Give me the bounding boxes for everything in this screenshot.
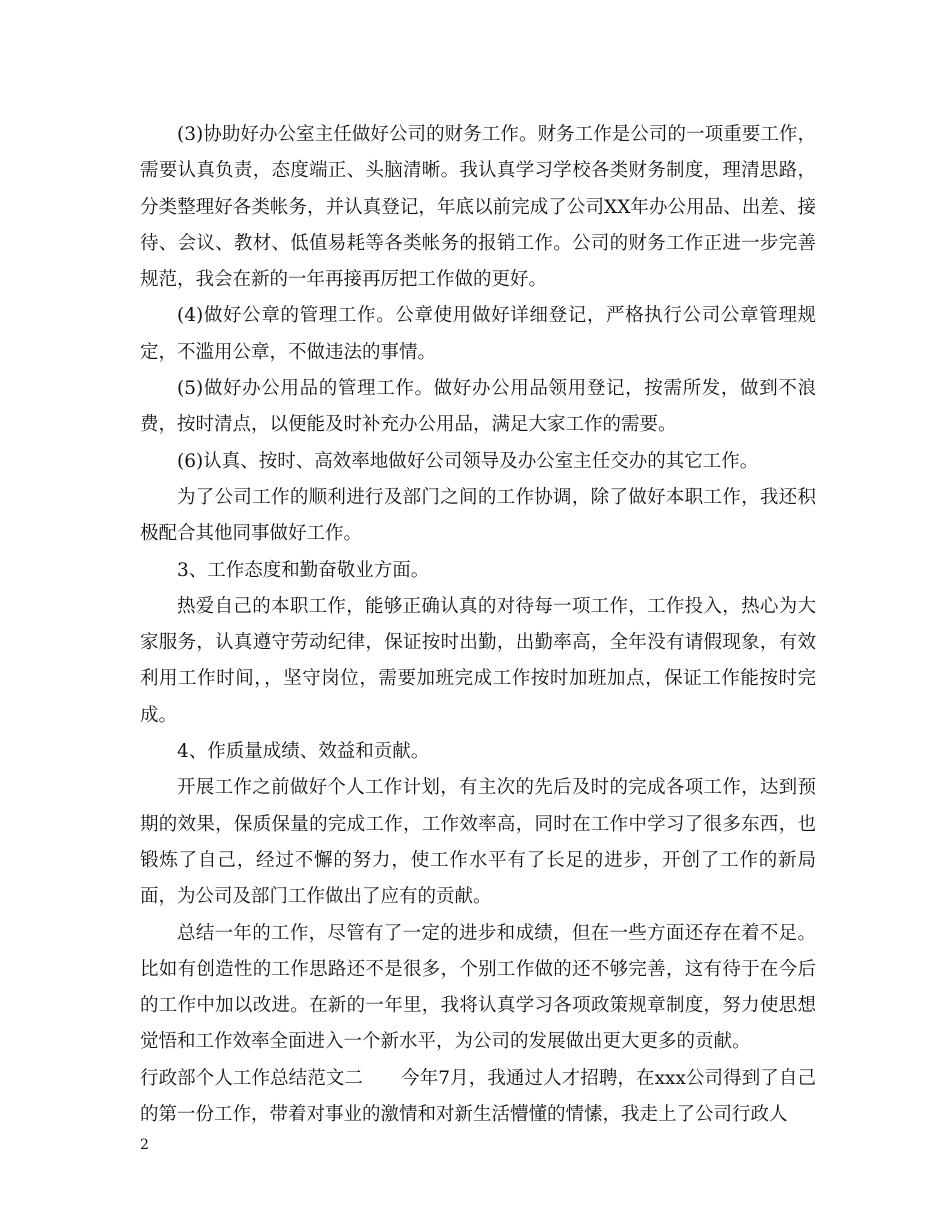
paragraph-finance: (3)协助好办公室主任做好公司的财务工作。财务工作是公司的一项重要工作，需要认真负责，态度端正、头脑清晰。我认真学习学校各类财务制度，理清思路，分类整理好各类帐务，并认真登记，年底以前完成了公司XX年办公用品、出差、接待、会议、教材、低值易耗等各类帐务的报销工作。公司的财务工作正进一步完善规范，我会在新的一年再接再厉把工作做的更好。 [140, 124, 816, 291]
paragraph-quality: 开展工作之前做好个人工作计划，有主次的先后及时的完成各项工作，达到预期的效果，保质保量的完成工作，工作效率高，同时在工作中学习了很多东西，也锻炼了自己，经过不懈的努力，使工作水平有了长足的进步，开创了工作的新局面，为公司及部门工作做出了应有的贡献。 [140, 777, 816, 908]
paragraph-sample-two [140, 1061, 816, 1134]
section-heading-quality: 4、作质量成绩、效益和贡献。 [177, 741, 430, 763]
paragraph-attitude: 热爱自己的本职工作，能够正确认真的对待每一项工作，工作投入，热心为大家服务，认真遵守劳动纪律，保证按时出勤，出勤率高，全年没有请假现象，有效利用工作时间，，坚守岗位，需要加班完成工作按时加班加点，保证工作能按时完成。 [140, 595, 816, 726]
paragraph-seal: (4)做好公章的管理工作。公章使用做好详细登记，严格执行公司公章管理规定，不滥用公章，不做违法的事情。 [140, 305, 816, 363]
paragraph-cooperation: 为了公司工作的顺利进行及部门之间的工作协调，除了做好本职工作，我还积极配合其他同事做好工作。 [140, 486, 816, 545]
section-heading-attitude: 3、工作态度和勤奋敬业方面。 [177, 559, 430, 581]
page-number: 2 [140, 1137, 149, 1153]
sample-two-text: 今年7月，我通过人才招聘，在xxx公司得到了自己的第一份工作，带着对事业的激情和对新生活懵懂的情愫，我走上了公司行政人 [140, 1067, 816, 1126]
paragraph-office-supplies: (5)做好办公用品的管理工作。做好办公用品领用登记，按需所发，做到不浪费，按时清点，以便能及时补充办公用品，满足大家工作的需要。 [140, 378, 816, 436]
sample-two-heading: 行政部个人工作总结范文二 [140, 1067, 364, 1089]
document-body [140, 117, 816, 1133]
paragraph-summary: 总结一年的工作，尽管有了一定的进步和成绩，但在一些方面还存在着不足。比如有创造性的工作思路还不是很多，个别工作做的还不够完善，这有待于在今后的工作中加以改进。在新的一年里，我将认真学习各项政策规章制度，努力使思想觉悟和工作效率全面进入一个新水平，为公司的发展做出更大更多的贡献。 [140, 922, 816, 1053]
paragraph-other-tasks: (6)认真、按时、高效率地做好公司领导及办公室主任交办的其它工作。 [177, 450, 759, 472]
